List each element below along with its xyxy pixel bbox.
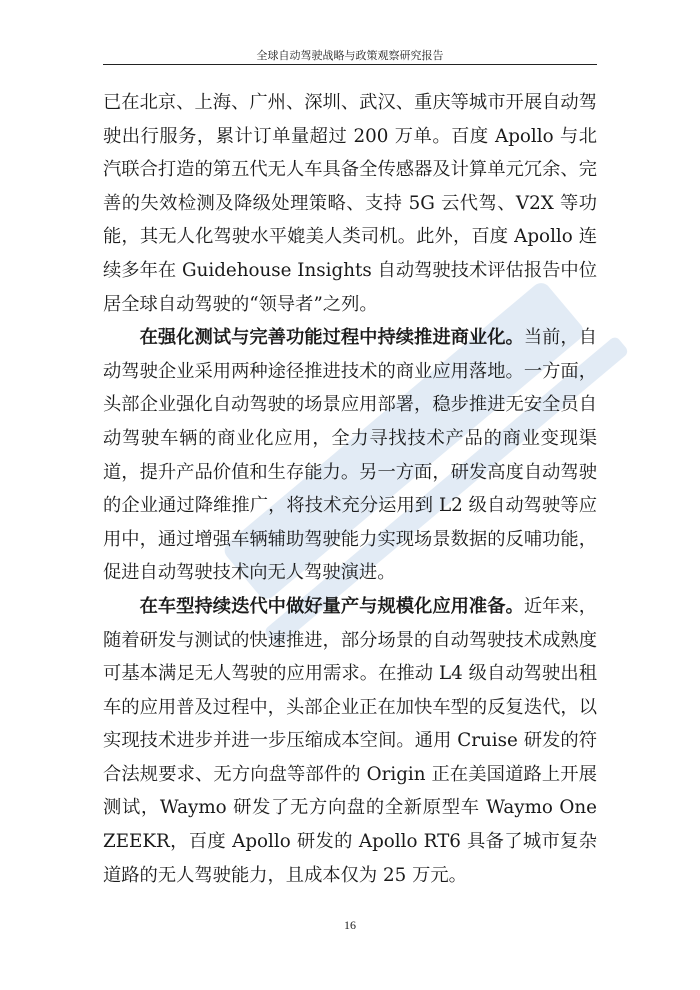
paragraph-commercialization: [103, 321, 597, 590]
paragraph-text: 近年来，随着研发与测试的快速推进，部分场景的自动驾驶技术成熟度可基本满足无人驾驶的应用需求。在推动 L4 级自动驾驶出租车的应用普及过程中，头部企业正在加快车型的反复迭代，以实现技术进步并进一步压缩成本空间。通用 Cruise 研发的符合法规要求、无方向盘等部件的 Origin 正在美国道路上开展测试，Waymo 研发了无方向盘的全新原型车 Waymo One ZEEKR，百度 Apollo 研发的 Apollo RT6 具备了城市复杂道路的无人驾驶能力，且成本仅为 25 万元。: [103, 595, 597, 886]
paragraph-continued: [103, 86, 597, 321]
header-divider: [103, 64, 597, 65]
paragraph-text: 当前，自动驾驶企业采用两种途径推进技术的商业应用落地。一方面，头部企业强化自动驾驶的场景应用部署，稳步推进无安全员自动驾驶车辆的商业化应用，全力寻找技术产品的商业变现渠道，提升产品价值和生存能力。另一方面，研发高度自动驾驶的企业通过降维推广，将技术充分运用到 L2 级自动驾驶等应用中，通过增强车辆辅助驾驶能力实现场景数据的反哺功能，促进自动驾驶技术向无人驾驶演进。: [103, 327, 597, 584]
paragraph-lead: 在强化测试与完善功能过程中持续推进商业化。: [139, 327, 524, 349]
paragraph-lead: 在车型持续迭代中做好量产与规模化应用准备。: [139, 595, 524, 617]
running-header: 全球自动驾驶战略与政策观察研究报告: [256, 49, 444, 62]
document-body: [103, 86, 597, 892]
paragraph-text: 已在北京、上海、广州、深圳、武汉、重庆等城市开展自动驾驶出行服务，累计订单量超过 200 万单。百度 Apollo 与北汽联合打造的第五代无人车具备全传感器及计算单元冗余、完善的失效检测及降级处理策略、支持 5G 云代驾、V2X 等功能，其无人化驾驶水平媲美人类司机。此外，百度 Apollo 连续多年在 Guidehouse Insights 自动驾驶技术评估报告中位居全球自动驾驶的“领导者”之列。: [103, 92, 597, 315]
page-number: 16: [344, 918, 356, 932]
paragraph-mass-production: [103, 590, 597, 892]
